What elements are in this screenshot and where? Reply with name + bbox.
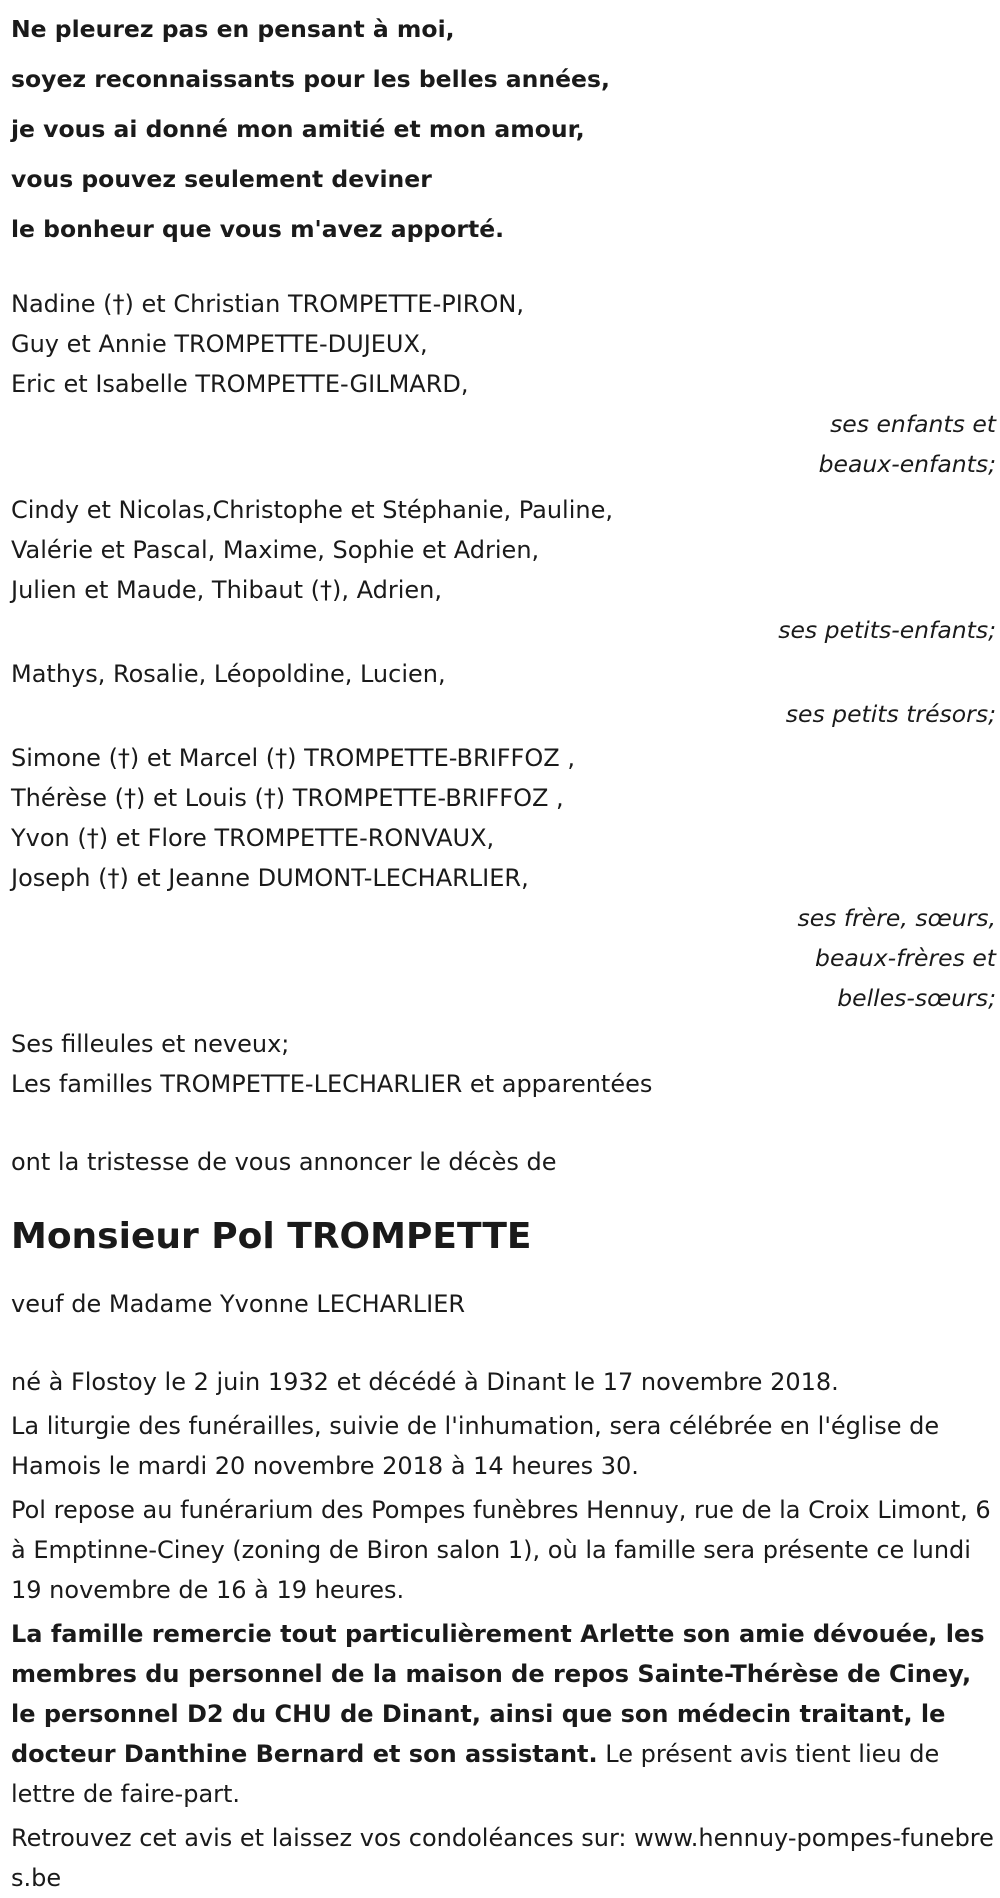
relation-label: beaux-enfants; xyxy=(818,450,996,478)
family-line: Les familles TROMPETTE-LECHARLIER et apparentées xyxy=(11,1070,653,1098)
children-block xyxy=(11,284,996,484)
poem-line: Ne pleurez pas en pensant à moi, xyxy=(11,15,455,43)
other-relatives xyxy=(11,1024,996,1104)
widower-text: veuf de Madame Yvonne LECHARLIER xyxy=(11,1290,466,1318)
relation-label: ses frère, sœurs, xyxy=(797,904,996,932)
family-line: Ses filleules et neveux; xyxy=(11,1030,290,1058)
poem xyxy=(11,0,996,254)
obituary-notice xyxy=(11,0,996,1898)
relation-label: ses petits trésors; xyxy=(785,700,996,728)
relation-label: ses enfants et xyxy=(830,410,996,438)
relation-label: beaux-frères et xyxy=(815,944,996,972)
family-line: Cindy et Nicolas,Christophe et Stéphanie, Pauline, xyxy=(11,496,613,524)
family-line: Nadine (†) et Christian TROMPETTE-PIRON, xyxy=(11,290,524,318)
relation-label: ses petits-enfants; xyxy=(778,616,996,644)
family-line: Mathys, Rosalie, Léopoldine, Lucien, xyxy=(11,660,446,688)
family-line: Eric et Isabelle TROMPETTE-GILMARD, xyxy=(11,370,469,398)
siblings-block xyxy=(11,738,996,1018)
thanks-tail: Le présent avis tient lieu de lettre de faire-part. xyxy=(11,1740,940,1808)
announce-text: ont la tristesse de vous annoncer le décès de xyxy=(11,1148,557,1176)
relation-label: belles-sœurs; xyxy=(837,984,996,1012)
visitation-details: Pol repose au funérarium des Pompes funèbres Hennuy, rue de la Croix Limont, 6 à Emptinne-Ciney (zoning de Biron salon 1), où la famille sera présente ce lundi 19 novembre de 16 à 19 heures. xyxy=(11,1496,991,1604)
birth-death: né à Flostoy le 2 juin 1932 et décédé à Dinant le 17 novembre 2018. xyxy=(11,1368,839,1396)
family-line: Julien et Maude, Thibaut (†), Adrien, xyxy=(11,576,443,604)
poem-line: vous pouvez seulement deviner xyxy=(11,165,432,193)
family-line: Joseph (†) et Jeanne DUMONT-LECHARLIER, xyxy=(11,864,529,892)
funeral-details: La liturgie des funérailles, suivie de l'inhumation, sera célébrée en l'église de Hamois le mardi 20 novembre 2018 à 14 heures 30. xyxy=(11,1412,940,1480)
family-line: Thérèse (†) et Louis (†) TROMPETTE-BRIFFOZ , xyxy=(11,784,564,812)
thanks-paragraph xyxy=(11,1614,996,1814)
deceased-name: Monsieur Pol TROMPETTE xyxy=(11,1216,532,1257)
grandchildren-block xyxy=(11,490,996,650)
widower-line xyxy=(11,1284,996,1324)
family-line: Yvon (†) et Flore TROMPETTE-RONVAUX, xyxy=(11,824,495,852)
poem-line: le bonheur que vous m'avez apporté. xyxy=(11,215,505,243)
great-grandchildren-block xyxy=(11,654,996,734)
family-line: Valérie et Pascal, Maxime, Sophie et Adrien, xyxy=(11,536,540,564)
condolences-link: Retrouvez cet avis et laissez vos condoléances sur: www.hennuy-pompes-funebres.be xyxy=(11,1824,994,1892)
poem-line: je vous ai donné mon amitié et mon amour, xyxy=(11,115,585,143)
family-line: Guy et Annie TROMPETTE-DUJEUX, xyxy=(11,330,428,358)
poem-line: soyez reconnaissants pour les belles années, xyxy=(11,65,610,93)
family-line: Simone (†) et Marcel (†) TROMPETTE-BRIFFOZ , xyxy=(11,744,575,772)
announcement xyxy=(11,1142,996,1182)
thanks-bold: La famille remercie tout particulièrement Arlette son amie dévouée, les membres du personnel de la maison de repos Sainte-Thérèse de Ciney, le personnel D2 du CHU de Dinant, ainsi que son médecin traitant, le docteur Danthine Bernard et son assistant. xyxy=(11,1620,985,1768)
